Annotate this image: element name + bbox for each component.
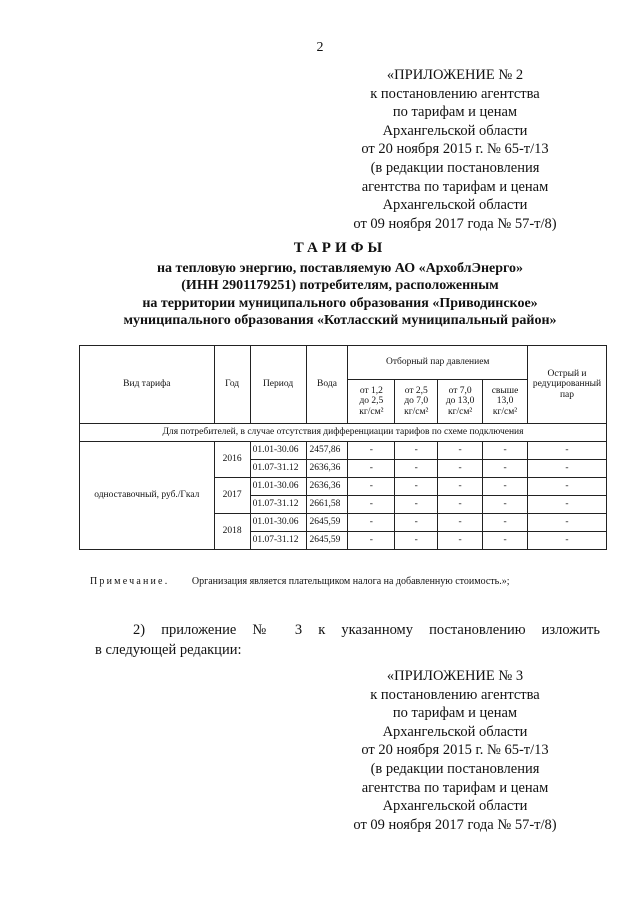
dash-cell: - <box>438 442 483 460</box>
appendix-line: (в редакции постановления <box>370 159 540 176</box>
dash-cell: - <box>483 460 528 478</box>
header-sharp-steam: Острый и редуцированный пар <box>527 346 606 424</box>
year-cell: 2018 <box>214 514 250 550</box>
appendix-2-header <box>340 66 570 233</box>
appendix-line: (в редакции постановления <box>370 760 540 777</box>
water-cell: 2636,36 <box>306 460 348 478</box>
period-cell: 01.07-31.12 <box>250 532 306 550</box>
title-line: муниципального образования «Котласский муниципальный район» <box>123 313 557 329</box>
dash-cell: - <box>395 442 438 460</box>
table-row <box>80 442 607 460</box>
period-cell: 01.01-30.06 <box>250 514 306 532</box>
appendix-line: по тарифам и ценам <box>392 705 518 722</box>
appendix-line: Архангельской области <box>382 723 528 740</box>
note-label: Примечание. <box>90 576 170 587</box>
header-steam-1-2.5: от 1,2 до 2,5 кг/см² <box>348 380 395 424</box>
tariff-type-cell: одноставочный, руб./Гкал <box>80 442 215 550</box>
dash-cell: - <box>483 478 528 496</box>
header-steam-7-13: от 7,0 до 13,0 кг/см² <box>438 380 483 424</box>
dash-cell: - <box>348 514 395 532</box>
dash-cell: - <box>438 514 483 532</box>
dash-cell: - <box>527 532 606 550</box>
body-paragraph <box>95 620 600 660</box>
header-steam-over-13: свыше 13,0 кг/см² <box>483 380 528 424</box>
dash-cell: - <box>348 478 395 496</box>
dash-cell: - <box>527 496 606 514</box>
dash-cell: - <box>483 514 528 532</box>
dash-cell: - <box>438 532 483 550</box>
dash-cell: - <box>348 532 395 550</box>
appendix-line: «ПРИЛОЖЕНИЕ № 3 <box>386 668 524 684</box>
header-year: Год <box>214 346 250 424</box>
dash-cell: - <box>395 496 438 514</box>
appendix-line: Архангельской области <box>382 798 528 815</box>
appendix-line: к постановлению агентства <box>370 85 540 102</box>
dash-cell: - <box>395 532 438 550</box>
period-cell: 01.07-31.12 <box>250 496 306 514</box>
paragraph-line: в следующей редакции: <box>95 642 242 658</box>
dash-cell: - <box>527 442 606 460</box>
dash-cell: - <box>527 514 606 532</box>
appendix-line: от 20 ноября 2015 г. № 65-т/13 <box>361 141 549 158</box>
appendix-line: по тарифам и ценам <box>392 104 518 121</box>
period-cell: 01.01-30.06 <box>250 478 306 496</box>
water-cell: 2645,59 <box>306 532 348 550</box>
header-tariff-type: Вид тарифа <box>80 346 215 424</box>
dash-cell: - <box>527 478 606 496</box>
appendix-line: агентства по тарифам и ценам <box>361 779 549 796</box>
dash-cell: - <box>348 442 395 460</box>
appendix-line: агентства по тарифам и ценам <box>361 178 549 195</box>
appendix-line: от 20 ноября 2015 г. № 65-т/13 <box>361 742 549 759</box>
dash-cell: - <box>483 442 528 460</box>
period-cell: 01.01-30.06 <box>250 442 306 460</box>
page-number: 2 <box>316 40 324 55</box>
dash-cell: - <box>395 478 438 496</box>
dash-cell: - <box>395 460 438 478</box>
dash-cell: - <box>438 460 483 478</box>
header-steam-group: Отборный пар давлением <box>348 346 528 380</box>
dash-cell: - <box>348 496 395 514</box>
paragraph-line: 2) приложение № 3 к указанному постановлению изложить <box>133 622 600 638</box>
appendix-line: Архангельской области <box>382 197 528 214</box>
document-title <box>60 240 620 330</box>
header-steam-2.5-7: от 2,5 до 7,0 кг/см² <box>395 380 438 424</box>
appendix-line: к постановлению агентства <box>370 686 540 703</box>
appendix-line: Архангельской области <box>382 122 528 139</box>
dash-cell: - <box>483 496 528 514</box>
year-cell: 2016 <box>214 442 250 478</box>
appendix-line: от 09 ноября 2017 года № 57-т/8) <box>353 215 557 232</box>
header-water: Вода <box>306 346 348 424</box>
title-line: на территории муниципального образования «Приводинское» <box>142 295 538 311</box>
water-cell: 2661,58 <box>306 496 348 514</box>
dash-cell: - <box>348 460 395 478</box>
year-cell: 2017 <box>214 478 250 514</box>
header-period: Период <box>250 346 306 424</box>
tariff-table <box>79 345 607 550</box>
water-cell: 2636,36 <box>306 478 348 496</box>
period-cell: 01.07-31.12 <box>250 460 306 478</box>
table-subheader: Для потребителей, в случае отсутствия дифференциации тарифов по схеме подключения <box>80 424 607 442</box>
appendix-line: «ПРИЛОЖЕНИЕ № 2 <box>386 67 524 83</box>
table-note <box>90 576 510 587</box>
title-line: (ИНН 2901179251) потребителям, расположенным <box>181 278 499 294</box>
dash-cell: - <box>395 514 438 532</box>
appendix-3-header <box>340 667 570 834</box>
water-cell: 2645,59 <box>306 514 348 532</box>
appendix-line: от 09 ноября 2017 года № 57-т/8) <box>353 816 557 833</box>
dash-cell: - <box>438 496 483 514</box>
dash-cell: - <box>438 478 483 496</box>
title-main: ТАРИФЫ <box>293 240 387 256</box>
water-cell: 2457,86 <box>306 442 348 460</box>
title-line: на тепловую энергию, поставляемую АО «АрхоблЭнерго» <box>156 260 524 276</box>
dash-cell: - <box>483 532 528 550</box>
dash-cell: - <box>527 460 606 478</box>
note-text: Организация является плательщиком налога на добавленную стоимость.»; <box>191 576 510 587</box>
